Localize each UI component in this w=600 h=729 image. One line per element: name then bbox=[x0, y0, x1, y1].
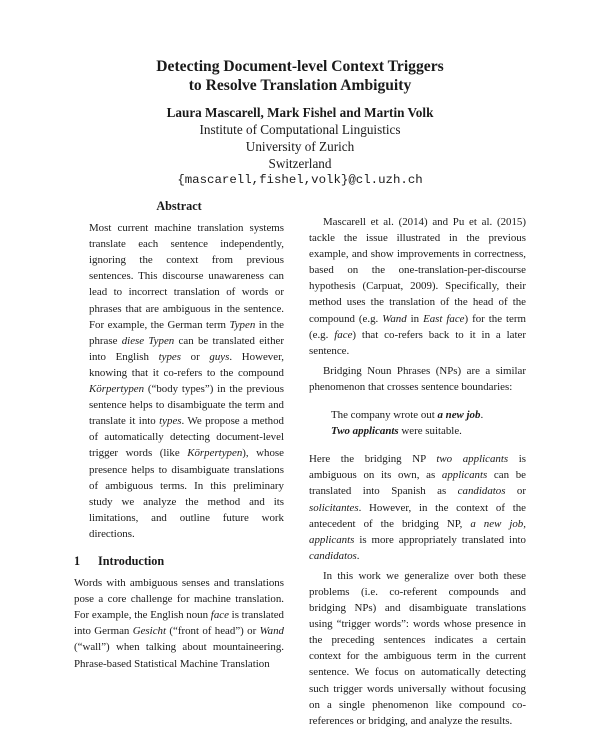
paragraph-trigger-words: In this work we generalize over both these problems (i.e. co-referent compounds and bridging NPs) and disambiguate translations using “trigger words”: words whose presence in the preceding sentences indicates a certain context for the ambiguous term in the current sentence. We focus on automatically detecting such trigger words universally without focusing on a single phenomenon like compound co-references or bridging, and analyze the results. bbox=[309, 569, 526, 727]
university: University of Zurich bbox=[245, 139, 355, 154]
country: Switzerland bbox=[268, 156, 332, 171]
introduction-paragraph: Words with ambiguous senses and translations pose a core challenge for machine translation. For example, the English noun face is translated into German Gesicht (“front of head”) or Wand (“wall”) when talking about mountaineering. Phrase-based Statistical Machine Translation bbox=[74, 577, 285, 670]
left-column bbox=[74, 198, 284, 672]
author-block bbox=[60, 104, 540, 189]
paragraph-applicants: Here the bridging NP two applicants is ambiguous on its own, as applicants can be translated into Spanish as candidatos or solicitantes. However, in the context of the antecedent of the bridging NP, a new job, applicants is more appropriately translated into candidatos. bbox=[309, 453, 526, 562]
paragraph-related-work: Mascarell et al. (2014) and Pu et al. (2015) tackle the issue illustrated in the previous example, and show improvements in correctness, based on the one-translation-per-discourse hypothesis (Carpuat, 2009). Specifically, their method uses the translation of the head of the compound (e.g. Wand in East face) for the term (e.g. face) that co-refers back to it in a later sentence. bbox=[309, 216, 526, 357]
title-line-1: Detecting Document-level Context Triggers bbox=[156, 58, 444, 75]
example-line-2: Two applicants were suitable. bbox=[331, 425, 462, 438]
right-column bbox=[309, 214, 526, 729]
paper-title bbox=[60, 57, 540, 95]
title-line-2: to Resolve Translation Ambiguity bbox=[188, 77, 412, 94]
section-number: 1 bbox=[74, 553, 81, 568]
author-names: Laura Mascarell, Mark Fishel and Martin Volk bbox=[166, 105, 434, 120]
abstract-heading: Abstract bbox=[156, 199, 202, 213]
author-email: {mascarell,fishel,volk}@cl.uzh.ch bbox=[177, 173, 423, 187]
section-heading-introduction bbox=[74, 553, 284, 569]
paragraph-bridging-np: Bridging Noun Phrases (NPs) are a similar phenomenon that crosses sentence boundaries: bbox=[309, 364, 526, 393]
bridging-example bbox=[331, 407, 526, 439]
affiliation: Institute of Computational Linguistics bbox=[199, 122, 401, 137]
section-title: Introduction bbox=[98, 553, 165, 568]
abstract-text: Most current machine translation systems translate each sentence independently, ignoring the context from previous sentences. This discourse unawareness can lead to incorrect translation of words or phrases that are ambiguous in the sentence. For example, the German term Typen in the phrase diese Typen can be translated either into English types or guys. However, knowing that it co-refers to the compound Körpertypen (“body types”) in the previous sentence helps to disambiguate the term and translate it into types. We propose a method of automatically detecting document-level trigger words (like Körpertypen), whose presence helps to disambiguate translations of ambiguous terms. In this preliminary study we analyze the method and its limitations, and outline future work directions. bbox=[89, 222, 284, 540]
example-line-1: The company wrote out a new job. bbox=[331, 409, 484, 422]
